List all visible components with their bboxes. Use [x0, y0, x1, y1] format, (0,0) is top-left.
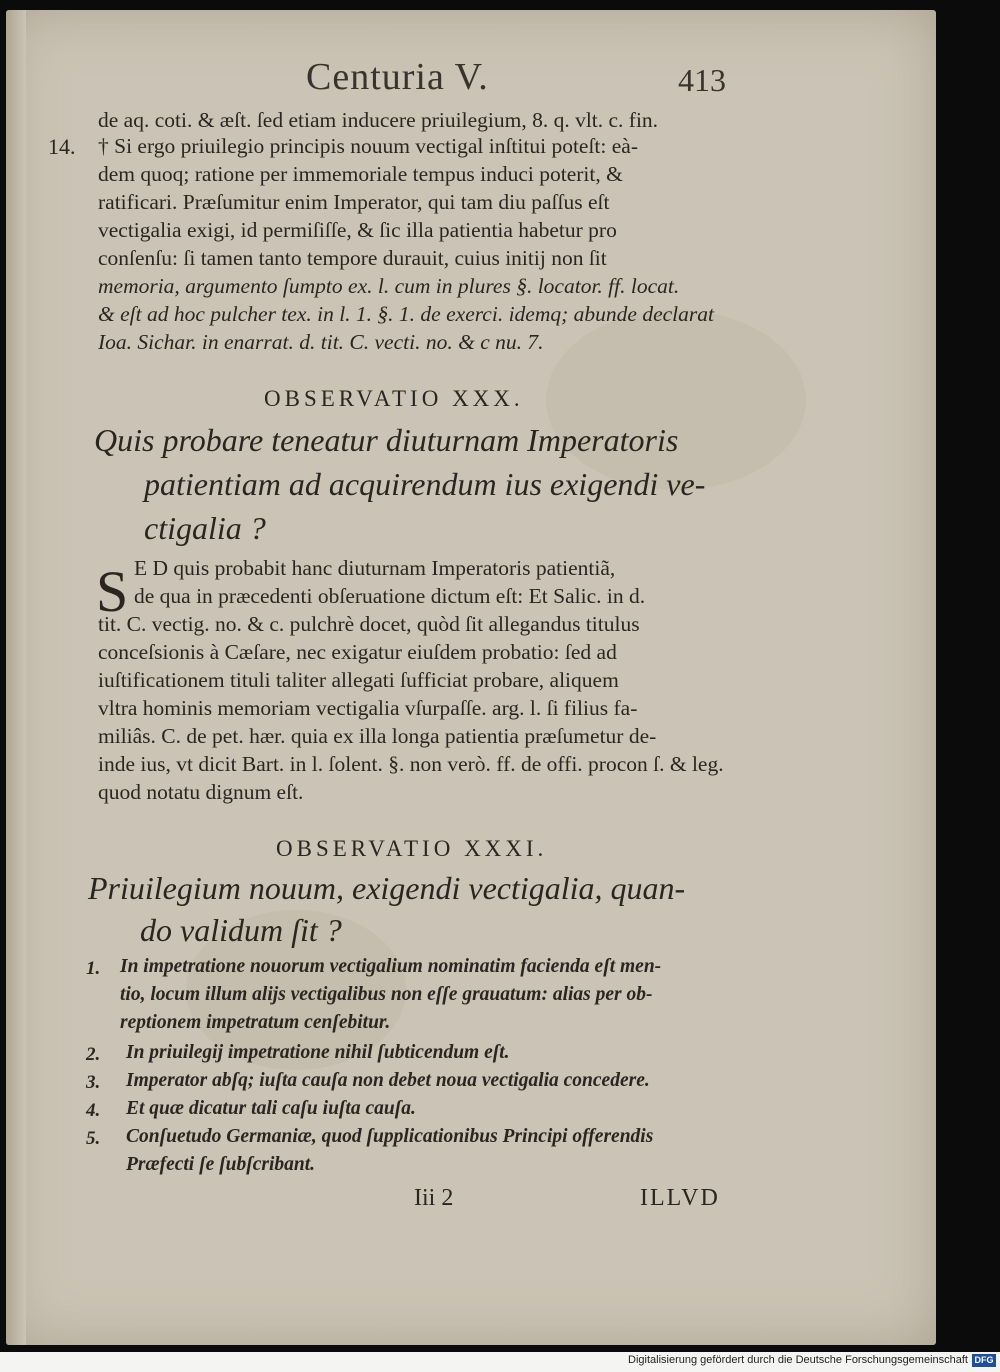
- running-head-title: Centuria V.: [306, 56, 489, 98]
- summary-line: Conſuetudo Germaniæ, quod ſupplicationibus Principi offerendis: [126, 1126, 654, 1147]
- catchword: ILLVD: [640, 1185, 720, 1211]
- text-line: conceſsionis à Cæſare, nec exigatur eiuſdem probatio: ſed ad: [98, 640, 617, 664]
- text-line: ratificari. Præſumitur enim Imperator, qui tam diu paſſus eſt: [98, 190, 610, 214]
- observatio-31-heading: do validum ſit ?: [140, 912, 342, 948]
- summary-line: In priuilegij impetratione nihil ſubticendum eſt.: [126, 1042, 510, 1063]
- text-line: memoria, argumento ſumpto ex. l. cum in plures §. locator. ff. locat.: [98, 274, 680, 298]
- margin-number: 14.: [48, 134, 76, 159]
- observatio-30-label: OBSERVATIO XXX.: [264, 386, 524, 411]
- text-line: vltra hominis memoriam vectigalia vſurpaſſe. arg. l. ſi filius fa-: [98, 696, 638, 720]
- text-line: & eſt ad hoc pulcher tex. in l. 1. §. 1. de exerci. idemq; abunde declarat: [98, 302, 714, 326]
- text-line: E D quis probabit hanc diuturnam Imperatoris patientiã,: [134, 556, 616, 580]
- summary-number: 1.: [86, 958, 101, 979]
- text-line: miliâs. C. de pet. hær. quia ex illa longa patientia præſumetur de-: [98, 724, 657, 748]
- text-line: Ioa. Sichar. in enarrat. d. tit. C. vecti. no. & c nu. 7.: [98, 330, 544, 354]
- signature-mark: Iii 2: [414, 1185, 454, 1211]
- book-page: [6, 10, 936, 1345]
- text-line: inde ius, vt dicit Bart. in l. ſolent. §. non verò. ff. de offi. procon ſ. & leg.: [98, 752, 724, 776]
- summary-line: Imperator abſq; iuſta cauſa non debet noua vectigalia concedere.: [126, 1070, 650, 1091]
- text-line: dem quoq; ratione per immemoriale tempus induci poterit, &: [98, 162, 623, 186]
- summary-number: 4.: [86, 1100, 101, 1121]
- page-edge-shadow: [6, 10, 26, 1345]
- text-line: vectigalia exigi, id permiſiſſe, & ſic illa patientia habetur pro: [98, 218, 617, 242]
- observatio-30-heading: ctigalia ?: [144, 510, 266, 546]
- text-line: tit. C. vectig. no. & c. pulchrè docet, quòd ſit allegandus titulus: [98, 612, 640, 636]
- summary-line: tio, locum illum alijs vectigalibus non eſſe grauatum: alias per ob-: [120, 984, 653, 1005]
- summary-line: In impetratione nouorum vectigalium nominatim facienda eſt men-: [120, 956, 662, 977]
- funding-credit: Digitalisierung gefördert durch die Deutsche Forschungsgemeinschaft: [628, 1354, 968, 1366]
- summary-number: 5.: [86, 1128, 101, 1149]
- text-line: conſenſu: ſi tamen tanto tempore durauit, cuius initij non ſit: [98, 246, 607, 270]
- paper-stain: [546, 310, 806, 490]
- summary-number: 3.: [86, 1072, 101, 1093]
- summary-line: reptionem impetratum cenſebitur.: [120, 1012, 391, 1033]
- summary-line: Præfecti ſe ſubſcribant.: [126, 1154, 316, 1175]
- text-line: de qua in præcedenti obſeruatione dictum eſt: Et Salic. in d.: [134, 584, 646, 608]
- page-number: 413: [678, 62, 726, 98]
- drop-capital: S: [96, 559, 129, 624]
- observatio-30-heading: patientiam ad acquirendum ius exigendi ve-: [144, 466, 706, 502]
- summary-number: 2.: [86, 1044, 101, 1065]
- observatio-31-heading: Priuilegium nouum, exigendi vectigalia, quan-: [88, 870, 686, 906]
- text-line: † Si ergo priuilegio principis nouum vectigal inſtitui poteſt: eà-: [98, 134, 638, 158]
- dfg-logo: DFG: [972, 1354, 996, 1367]
- observatio-31-label: OBSERVATIO XXXI.: [276, 836, 548, 861]
- text-line: de aq. coti. & æſt. ſed etiam inducere priuilegium, 8. q. vlt. c. fin.: [98, 108, 659, 132]
- text-line: quod notatu dignum eſt.: [98, 780, 304, 804]
- summary-line: Et quæ dicatur tali caſu iuſta cauſa.: [126, 1098, 416, 1119]
- observatio-30-heading: Quis probare teneatur diuturnam Imperatoris: [94, 422, 679, 458]
- text-line: iuſtificationem tituli taliter allegati ſufficiat probare, aliquem: [98, 668, 619, 692]
